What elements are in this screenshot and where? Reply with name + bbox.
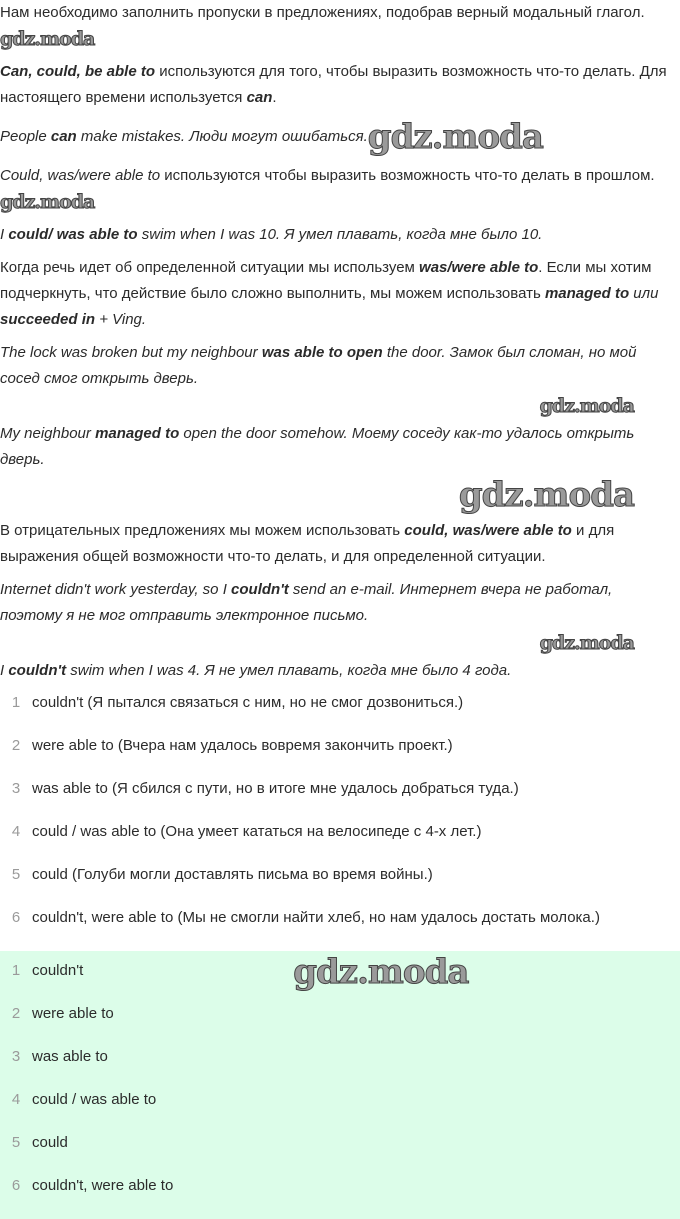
paragraph	[0, 518, 680, 570]
answer-item	[0, 1047, 680, 1090]
text-segment: My neighbour	[0, 425, 96, 442]
item-number: 3	[11, 780, 21, 797]
emphasis-text: can	[246, 89, 273, 106]
emphasis-text: couldn't	[8, 662, 67, 679]
paragraph	[0, 255, 680, 333]
paragraph	[0, 118, 680, 156]
emphasis-text: was able to open	[261, 344, 383, 361]
list-item	[0, 908, 680, 951]
list-item	[0, 779, 680, 822]
item-text: were able to (Вчера нам удалось вовремя закончить проект.)	[32, 737, 453, 754]
answer-text: couldn't, were able to	[32, 1177, 174, 1194]
answer-item	[0, 1004, 680, 1047]
text-segment: используются для того, чтобы выразить возможность что-то делать. Для настоящего времени используется	[0, 63, 667, 106]
text-segment: the door. Замок был сломан, но мой сосед смог открыть дверь.	[0, 344, 637, 387]
item-number: 6	[11, 1177, 21, 1194]
item-text: couldn't (Я пытался связаться с ним, но не смог дозвониться.)	[32, 694, 464, 711]
text-segment: + Ving.	[95, 311, 147, 328]
item-number: 3	[11, 1048, 21, 1065]
answer-item	[0, 1133, 680, 1176]
paragraph	[0, 340, 680, 392]
text-segment: I	[0, 662, 9, 679]
item-text: couldn't, were able to (Мы не смогли найти хлеб, но нам удалось достать молока.)	[32, 909, 600, 926]
watermark-logo: gdz.moda	[539, 395, 634, 417]
text-segment: I	[0, 226, 9, 243]
emphasis-text: managed to	[95, 425, 180, 442]
list-item	[0, 736, 680, 779]
text-segment: People	[0, 127, 51, 145]
paragraph	[0, 577, 680, 629]
text-segment: . Если мы хотим подчеркнуть, что действие было сложно выполнить, мы можем использовать	[0, 259, 652, 302]
answer-text: could / was able to	[32, 1091, 157, 1108]
text-segment: The lock was broken but my neighbour	[0, 344, 262, 361]
answer-item	[0, 1176, 680, 1219]
text-segment: send an e-mail. Интернет вчера не работал, поэтому я не мог отправить электронное письмо.	[0, 581, 613, 624]
item-number: 4	[11, 1091, 21, 1108]
text-segment: Нам необходимо заполнить пропуски в предложениях, подобрав верный модальный глагол.	[0, 4, 645, 21]
watermark-logo: gdz.moda	[0, 191, 95, 214]
text-segment: В отрицательных предложениях мы можем использовать	[0, 522, 405, 539]
emphasis-text: managed to	[544, 285, 630, 302]
answer-item	[0, 1090, 680, 1133]
item-number: 5	[11, 1134, 21, 1151]
text-segment: open the door somehow. Моему соседу как-то удалось открыть дверь.	[0, 425, 635, 468]
answer-item	[0, 952, 680, 1004]
item-text: could / was able to (Она умеет кататься на велосипеде с 4-х лет.)	[32, 823, 482, 840]
text-segment: и для выражения общей возможности что-то делать, и для определенной ситуации.	[0, 522, 615, 565]
answer-text: were able to	[32, 1005, 114, 1022]
emphasis-text: could, was/were able to	[404, 522, 572, 539]
emphasis-text: could/ was able to	[8, 226, 138, 243]
item-text: was able to (Я сбился с пути, но в итоге мне удалось добраться туда.)	[32, 780, 519, 797]
paragraph	[0, 0, 680, 52]
item-number: 4	[11, 823, 21, 840]
watermark-row	[0, 476, 680, 514]
text-segment: Could, was/were able to	[0, 167, 161, 184]
list-item	[0, 822, 680, 865]
questions-list	[0, 691, 680, 951]
text-segment: swim when I was 10. Я умел плавать, когда мне было 10.	[137, 226, 543, 243]
item-number: 2	[11, 737, 21, 754]
watermark-row	[0, 632, 680, 654]
watermark-row	[0, 395, 680, 417]
text-segment: make mistakes. Люди могут ошибаться.	[76, 127, 368, 145]
watermark-logo: gdz.moda	[458, 475, 634, 515]
list-item	[0, 865, 680, 908]
paragraph	[0, 658, 680, 684]
text-segment: .	[272, 89, 277, 106]
paragraph	[0, 163, 680, 215]
list-item	[0, 693, 680, 736]
item-number: 1	[11, 962, 21, 979]
emphasis-text: couldn't	[231, 581, 289, 598]
emphasis-text: can	[50, 127, 77, 145]
item-number: 2	[11, 1005, 21, 1022]
paragraph	[0, 59, 680, 111]
paragraph	[0, 222, 680, 248]
text-segment: Internet didn't work yesterday, so I	[0, 581, 232, 598]
watermark-logo: gdz.moda	[293, 952, 469, 992]
emphasis-text: was/were able to	[419, 259, 539, 276]
emphasis-text: succeeded in	[0, 311, 96, 328]
text-segment: Когда речь идет об определенной ситуации мы используем	[0, 259, 420, 276]
watermark-logo: gdz.moda	[0, 28, 95, 51]
watermark-logo: gdz.moda	[539, 632, 634, 654]
answer-text: couldn't	[32, 962, 84, 979]
answer-text: was able to	[32, 1048, 108, 1065]
answer-text: could	[32, 1134, 68, 1151]
text-segment: или	[629, 285, 659, 302]
item-number: 6	[11, 909, 21, 926]
answers-box	[0, 951, 680, 1219]
item-number: 1	[11, 694, 21, 711]
emphasis-text: Can, could, be able to	[0, 63, 156, 80]
text-segment: swim when I was 4. Я не умел плавать, когда мне было 4 года.	[66, 662, 512, 679]
item-number: 5	[11, 866, 21, 883]
text-segment: используются чтобы выразить возможность что-то делать в прошлом.	[160, 167, 655, 184]
paragraph	[0, 421, 680, 473]
item-text: could (Голуби могли доставлять письма во время войны.)	[32, 866, 433, 883]
watermark-logo: gdz.moda	[367, 117, 543, 157]
